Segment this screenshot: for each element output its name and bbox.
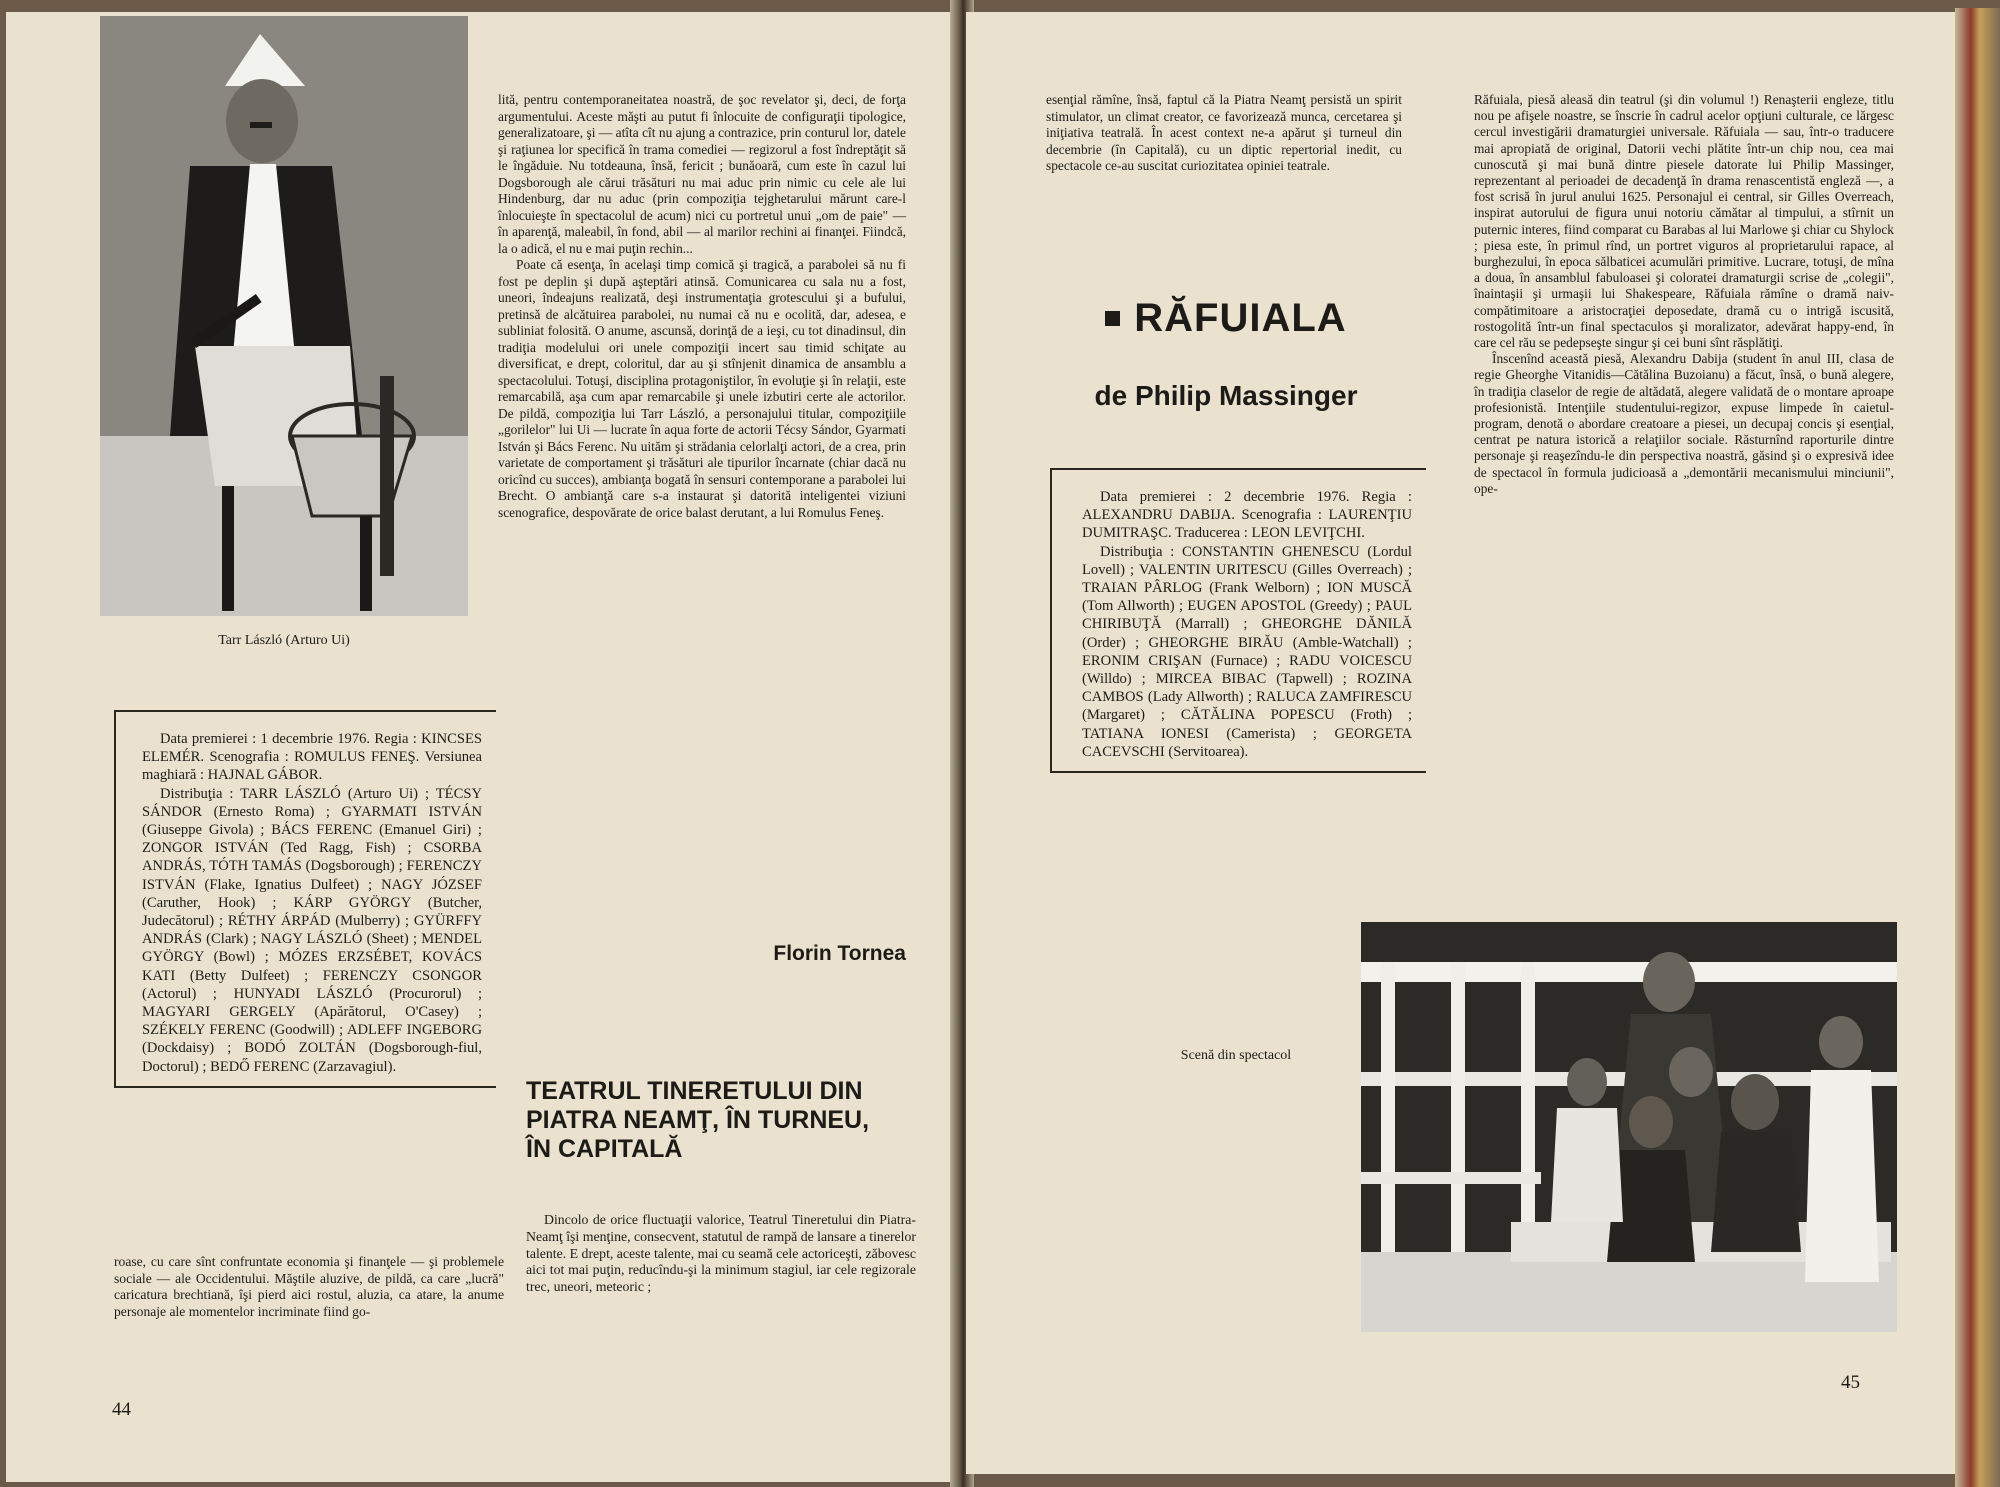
photo-illustration (100, 16, 468, 616)
play-title: RĂFUIALA (1134, 296, 1347, 340)
photo-arturo-ui (100, 16, 468, 616)
photo-caption-left: Tarr László (Arturo Ui) (218, 633, 350, 648)
credits-box-rafuiala (1050, 468, 1426, 773)
paragraph: roase, cu care sînt confruntate economia şi finanţele — şi problemele sociale — ale Occidentului. Măştile aluzive, de pildă, ca care „lucră" caricatura brechtiană, îşi pierd aici rostul, aluzia, ca atare, la anume personaje ale momentelor incriminate fiind go- (114, 1254, 504, 1319)
credits-line: Data premierei : 2 decembrie 1976. Regia : ALEXANDRU DABIJA. Scenografia : LAURENŢIU DUMITRAŞC. Traducerea : LEON LEVIŢCHI. (1082, 489, 1412, 542)
credits-line: Distribuţia : CONSTANTIN GHENESCU (Lordul Lovell) ; VALENTIN URITESCU (Gilles Overreach) ; TRAIAN PÂRLOG (Frank Welborn) ; ION MUSCĂ (Tom Allworth) ; EUGEN APOSTOL (Greedy) ; PAUL CHIRIBUŢĂ (Marrall) ; GHEORGHE DĂNILĂ (Order) ; GHEORGHE BIRĂU (Amble-Watchall) ; ERONIM CRIŞAN (Furnace) ; RADU VOICESCU (Willdo) ; MIRCEA BIBAC (Tapwell) ; ROZINA CAMBOS (Lady Allworth) ; RALUCA ZAMFIRESCU (Margaret) ; CĂTĂLINA POPESCU (Froth) ; TATIANA IONESI (Camerista) ; GEORGETA CACEVSCHI (Servitoarea). (1082, 543, 1412, 760)
right-page (966, 12, 1956, 1474)
play-author: de Philip Massinger (1094, 380, 1358, 411)
credits-line: Distribuţia : TARR LÁSZLÓ (Arturo Ui) ; TÉCSY SÁNDOR (Ernesto Roma) ; GYARMATI ISTVÁN (Giuseppe Givola) ; BÁCS FERENC (Emanuel Giri) ; ZONGOR ISTVÁN (Ted Ragg, Fish) ; CSORBA ANDRÁS, TÓTH TAMÁS (Dogsborough) ; FERENCZY ISTVÁN (Flake, Ignatius Dulfeet) ; NAGY JÓZSEF (Caruther, Hook) ; KÁRP GYÖRGY (Butcher, Judecătorul) ; RÉTHY ÁRPÁD (Mulberry) ; GYÜRFFY ANDRÁS (Clark) ; NAGY LÁSZLÓ (Sheet) ; MENDEL GYÖRGY (Bowl) ; MÓZES ERZSÉBET, KOVÁCS KATI (Betty Dulfeet) ; FERENCZY CSONGOR (Actorul) ; HUNYADI LÁSZLÓ (Procurorul) ; MAGYARI GERGELY (Apărătorul, O'Casey) ; SZÉKELY FERENC (Goodwill) ; ADLEFF INGEBORG (Dockdaisy) ; BODÓ ZOLTÁN (Dogsborough-fiul, Doctorul) ; BEDŐ FERENC (Zarzavagiul). (142, 785, 482, 1075)
credits-line: Data premierei : 1 decembrie 1976. Regia : KINCSES ELEMÉR. Scenografia : ROMULUS FENEŞ. Versiunea maghiară : HAJNAL GÁBOR. (142, 731, 482, 784)
paragraph: esenţial rămîne, însă, faptul că la Piatra Neamţ persistă un spirit stimulator, un climat creator, ce favorizează munca, cercetarea şi iniţiativa teatrală. În acest context ne-a apărut şi turneul din decembrie (în Capitală), cu un diptic repertorial inedit, cu spectacole ce-au suscitat curiozitatea opiniei teatrale. (1046, 92, 1402, 173)
book-edge (1955, 8, 2000, 1487)
section-intro-text (526, 1212, 916, 1296)
section-heading: TEATRUL TINERETULUI DIN PIATRA NEAMŢ, ÎN TURNEU, ÎN CAPITALĂ (526, 1077, 870, 1163)
article-author: Florin Tornea (773, 942, 906, 965)
paragraph: Înscenînd această piesă, Alexandru Dabija (student în anul III, clasa de regie Gheorghe Vitanidis—Cătălina Buzoianu) a făcut, însă, o bună alegere, în tradiţia claselor de regie de altădată, alegere validată de o montare aproape profesionistă. Intenţiile studentului-regizor, expuse limpede în caietul-program, denotă o abordare creatoare a piesei, un decupaj concis şi esenţial, centrat pe natura istorică a relaţiilor sociale. Răsturnînd raporturile dintre personaje şi reaşezîndu-le din perspectiva noastră, găsind şi o expresivă idee de spectacol în formula judicioasă a „demontării mecanismului minciunii", ope- (1474, 351, 1894, 496)
left-bottom-text (114, 1254, 504, 1320)
photo-caption-right: Scenă din spectacol (1180, 1048, 1292, 1063)
square-bullet-icon (1105, 311, 1120, 326)
paragraph: lită, pentru contemporaneitatea noastră, de şoc revelator şi, deci, de forţa argumentului. Aceste măşti au putut fi înlocuite de configuraţii tipologice, generalizatoare, şi — atîta cît nu ajung a contrazice, prin conturul lor, datele şi raţiunea lor specifică în trama comediei — regizorul a fost îndreptăţit să le îngăduie. Nu totdeauna, însă, fericit ; bunăoară, cum este în cazul lui Dogsborough ale cărui trăsături nu mai aduc prin nimic cu cele ale lui Hindenburg, dar nu aduc (prin compoziţia tejghetarului mărunt care-l înlocuieşte în spectacolul de acum) nici cu portretul unui „om de paie" — în aparenţă, maleabil, în fond, abil — al marilor rechini ai finanţei. Fiindcă, la o adică, el nu e mai puţin rechin... (498, 92, 906, 256)
left-page (6, 12, 958, 1482)
page-number-right: 45 (1841, 1372, 1860, 1393)
right-column-text (1474, 92, 1894, 497)
paragraph: Poate că esenţa, în acelaşi timp comică şi tragică, a parabolei să nu fi fost pe deplin şi după aşteptări atinsă. Comunicarea cu sala nu a fost, uneori, îndeajuns realizată, deşi instrumentaţia grotescului şi a bufului, pretinsă de alcătuirea parabolei, nu numai că nu e ocolită, dar, adesea, e subliniat folosită. O anume, ascunsă, dorinţă de a ieşi, cu tot dinadinsul, din tradiţia modelului ori unele compoziţii incert sau timid schiţate au diversificat, e drept, coloritul, dar au şi stînjenit dinamica de ansamblu a spectacolului. Totuşi, disciplina protagoniştilor, în evoluţie şi în relaţii, este remarcabilă, aşa cum apar remarcabile şi unele izbutiri certe ale actorilor. De pildă, compoziţia lui Tarr László, a personajului titular, compoziţiile „gorilelor" lui Ui — lucrate în aqua forte de actorii Técsy Sándor, Gyarmati István şi Bács Ferenc. Nu uităm şi strădania celorlalţi actori, de a crea, prin varietate de comportament şi trăsături ale tipurilor încarnate (chiar dacă nu oricînd cu succes), ambianţa bogată în sensuri contemporane a parabolei lui Brecht. O ambianţă care s-a instaurat şi datorită inteligentei viziuni scenografice, despovărate de orice balast derutant, a lui Romulus Feneş. (498, 257, 906, 520)
page-number-left: 44 (112, 1399, 131, 1420)
right-top-text (1046, 92, 1402, 175)
credits-box-arturo-ui (114, 710, 496, 1088)
paragraph: Răfuiala, piesă aleasă din teatrul (şi din volumul !) Renaşterii engleze, titlu nou pe afişele noastre, se înscrie în cadrul acelor opţiuni culturale, ce lărgesc cercul investigării dramaturgiei universale. Răfuiala — sau, într-o traducere mai apropiată de original, Datorii vechi plătite într-un chip nou, cea mai cunoscută şi mai bună dintre piesele datorate lui Philip Massinger, reprezentant al perioadei de decadenţă în drama renascentistă engleză —, a fost scrisă în jurul anului 1625. Personajul ei central, sir Gilles Overreach, inspirat autorului de figura unui notoriu cămătar al timpului, a stîrnit un puternic interes, fiind comparat cu Barabas al lui Marlowe şi chiar cu Shylock ; piesa este, în primul rînd, un portret viguros al proprietarului rapace, al burghezului, în epoca sălbaticei acumulări primitive. Lucrare, totuşi, de mîna a doua, în ansamblul fabuloasei şi coloratei dramaturgii scrise de „colegii", înaintaşii şi urmaşii lui Shakespeare, Răfuiala rămîne o dramă naiv-compătimitoare a aristocraţiei deposedate, dramă cu o intrigă iscusită, rostogolită într-un final spectaculos şi moralizator, adevărat happy-end, în care cel rău se pedepseşte singur şi cei buni sînt răsplătiţi. (1474, 92, 1894, 351)
photo-scene (1361, 922, 1897, 1332)
photo-illustration (1361, 922, 1897, 1332)
paragraph: Dincolo de orice fluctuaţii valorice, Teatrul Tineretului din Piatra-Neamţ îşi menţine, consecvent, statutul de rampă de lansare a tinerelor talente. E drept, aceste talente, mai cu seamă cele actoriceşti, zăbovesc aici tot mai puţin, reducîndu-şi la minimum stagiul, iar cele regizorale trec, uneori, meteoric ; (526, 1212, 916, 1295)
play-title-row (1046, 296, 1406, 341)
middle-column-text (498, 92, 906, 521)
